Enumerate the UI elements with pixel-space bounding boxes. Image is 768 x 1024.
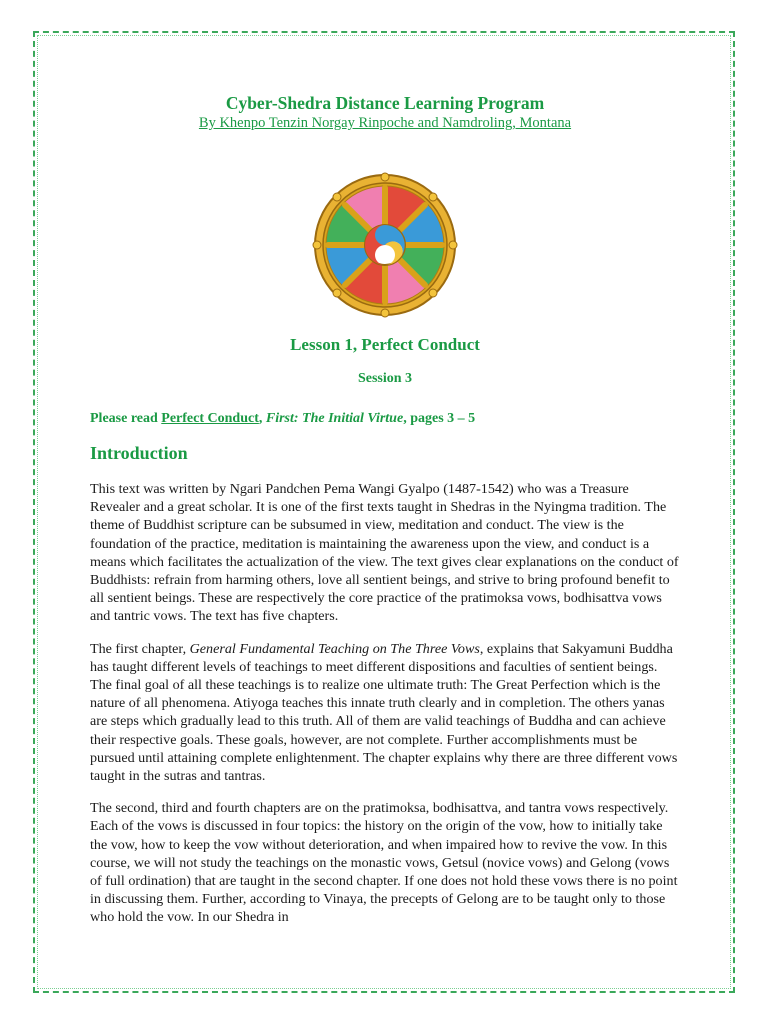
intro-paragraph-2: [90, 640, 680, 786]
p2-rest: , explains that Sakyamuni Buddha has taught different levels of teachings to meet different dispositions and faculties of sentient beings. The final goal of all these teachings is to realize one ultimate truth: The Great Perfection which is the nature of all phenomena. Atiyoga teaches this innate truth clearly and in completion. The others yanas are steps which gradually lead to this truth. All of them are valid teachings of Buddha and can achieve their respective goals. These goals, however, are not complete. Further accomplishments must be pursued until attaining complete enlightenment. The chapter explains why there are three different vows taught in the sutras and tantras.: [90, 640, 678, 785]
lesson-title: Lesson 1, Perfect Conduct: [290, 335, 480, 354]
emblem: [90, 172, 680, 318]
program-title: Cyber-Shedra Distance Learning Program: [225, 93, 545, 113]
reading-pages: , pages 3 – 5: [403, 411, 476, 426]
author-byline[interactable]: By Khenpo Tenzin Norgay Rinpoche and Namdroling, Montana: [198, 115, 572, 131]
document-body: [90, 92, 680, 927]
reading-chapter: First: The Initial Virtue: [265, 411, 404, 426]
p2-chapter-title: General Fundamental Teaching on The Three Vows: [189, 640, 480, 657]
reading-separator: ,: [258, 411, 266, 426]
intro-paragraph-1: This text was written by Ngari Pandchen Pema Wangi Gyalpo (1487-1542) who was a Treasure Revealer and a great scholar. It is one of the first texts taught in Shedras in the Nyingma tradition. The theme of Buddhist scripture can be subsumed in view, meditation and conduct. The view is the foundation of the practice, meditation is maintaining the awareness upon the view, and conduct is a means which facilitates the actualization of the view. The text gives clear explanations on the conduct of Buddhists: refrain from harming others, love all sentient beings, and strive to bring profound benefit to all sentient beings. These are respectively the core practice of the pratimoksa vows, bodhisattva vows and tantric vows. The text has five chapters.: [90, 481, 679, 625]
dharma-wheel-icon: [312, 172, 458, 318]
reading-prefix: Please read: [90, 411, 162, 426]
reading-assignment: [90, 410, 680, 428]
reading-book-title[interactable]: Perfect Conduct: [161, 411, 259, 426]
intro-paragraph-3: The second, third and fourth chapters are on the pratimoksa, bodhisattva, and tantra vows respectively. Each of the vows is discussed in four topics: the history on the origin of the vow, how to initially take the vow, how to keep the vow without deterioration, and when impaired how to revive the vow. In this course, we will not study the teachings on the monastic vows, Getsul (novice vows) and Gelong (vows of full ordination) that are taught in the second chapter. If one does not hold these vows there is no point in discussing them. Further, according to Vinaya, the precepts of Gelong are to be taught only to those who hold the vow. In our Shedra in: [90, 800, 678, 926]
p2-prefix: The first chapter,: [90, 640, 190, 657]
session-label: Session 3: [357, 371, 413, 386]
introduction-heading: Introduction: [90, 443, 188, 463]
